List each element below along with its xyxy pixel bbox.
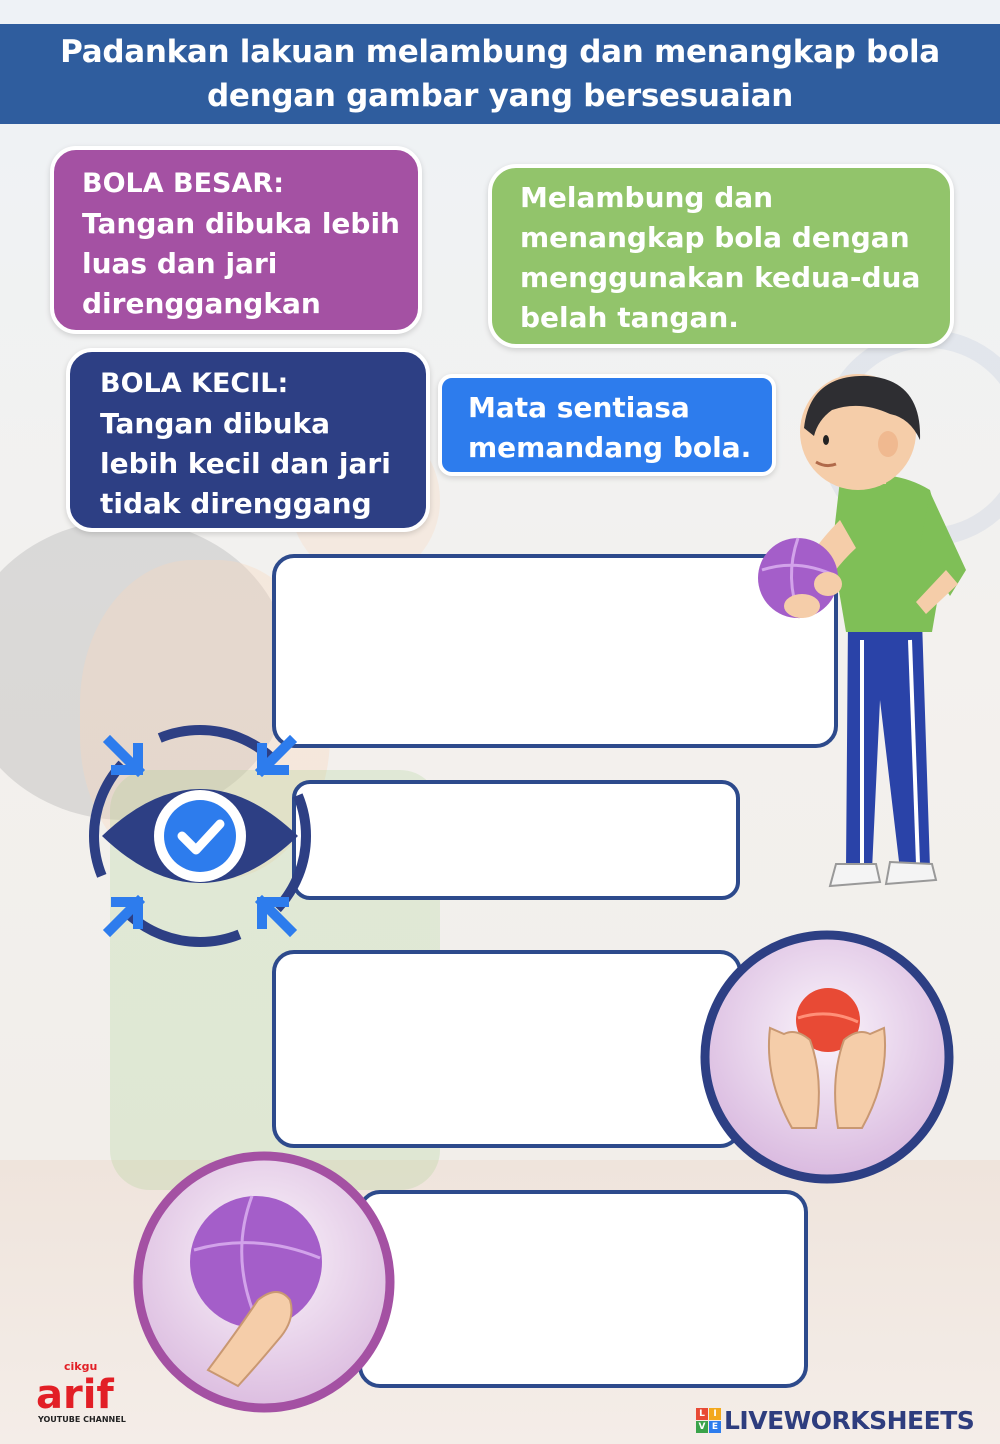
cikgu-arif-logo: [34, 1356, 156, 1428]
answer-dropbox-4[interactable]: [358, 1190, 808, 1388]
card-two-hands[interactable]: [488, 164, 954, 348]
logo-small-text: cikgu: [64, 1360, 98, 1373]
brand-mark-letter: L: [696, 1408, 708, 1420]
card-bola-kecil-title: BOLA KECIL:: [100, 368, 289, 399]
card-bola-kecil[interactable]: [66, 348, 430, 532]
liveworksheets-logo-icon: [696, 1408, 721, 1433]
card-bola-besar[interactable]: [50, 146, 422, 334]
logo-sub-text: YOUTUBE CHANNEL: [38, 1415, 126, 1424]
boy-holding-ball-illustration: [740, 370, 1000, 910]
page-title: Padankan lakuan melambung dan menangkap bola dengan gambar yang bersesuaian: [60, 34, 940, 114]
card-bola-kecil-line: tidak direnggang: [100, 487, 372, 520]
page-header: [0, 24, 1000, 124]
brand-mark-letter: V: [696, 1421, 708, 1433]
brand-mark-letter: I: [709, 1408, 721, 1420]
liveworksheets-text: LIVEWORKSHEETS: [724, 1406, 975, 1435]
card-eyes-line: memandang bola.: [468, 431, 752, 464]
logo-main-text: arif: [36, 1372, 114, 1418]
card-eyes-line: Mata sentiasa: [468, 391, 690, 424]
hands-catching-small-ball-image: [698, 928, 956, 1186]
card-two-hands-line: Melambung dan: [520, 181, 774, 214]
card-two-hands-line: menggunakan kedua-dua: [520, 261, 921, 294]
card-bola-besar-line: luas dan jari: [82, 247, 278, 280]
card-bola-kecil-line: lebih kecil dan jari: [100, 447, 391, 480]
card-bola-besar-line: Tangan dibuka lebih: [82, 207, 400, 240]
answer-dropbox-3[interactable]: [272, 950, 742, 1148]
card-eyes-on-ball[interactable]: [438, 374, 776, 476]
card-bola-besar-line: direnggangkan: [82, 287, 321, 320]
card-two-hands-line: menangkap bola dengan: [520, 221, 910, 254]
eye-check-icon: [80, 718, 320, 954]
card-two-hands-line: belah tangan.: [520, 301, 739, 334]
brand-mark-letter: E: [709, 1421, 721, 1433]
card-bola-besar-title: BOLA BESAR:: [82, 168, 284, 199]
liveworksheets-brand[interactable]: [696, 1406, 974, 1435]
card-bola-kecil-line: Tangan dibuka: [100, 407, 331, 440]
hand-holding-big-ball-image: [128, 1150, 400, 1414]
answer-dropbox-2[interactable]: [292, 780, 740, 900]
